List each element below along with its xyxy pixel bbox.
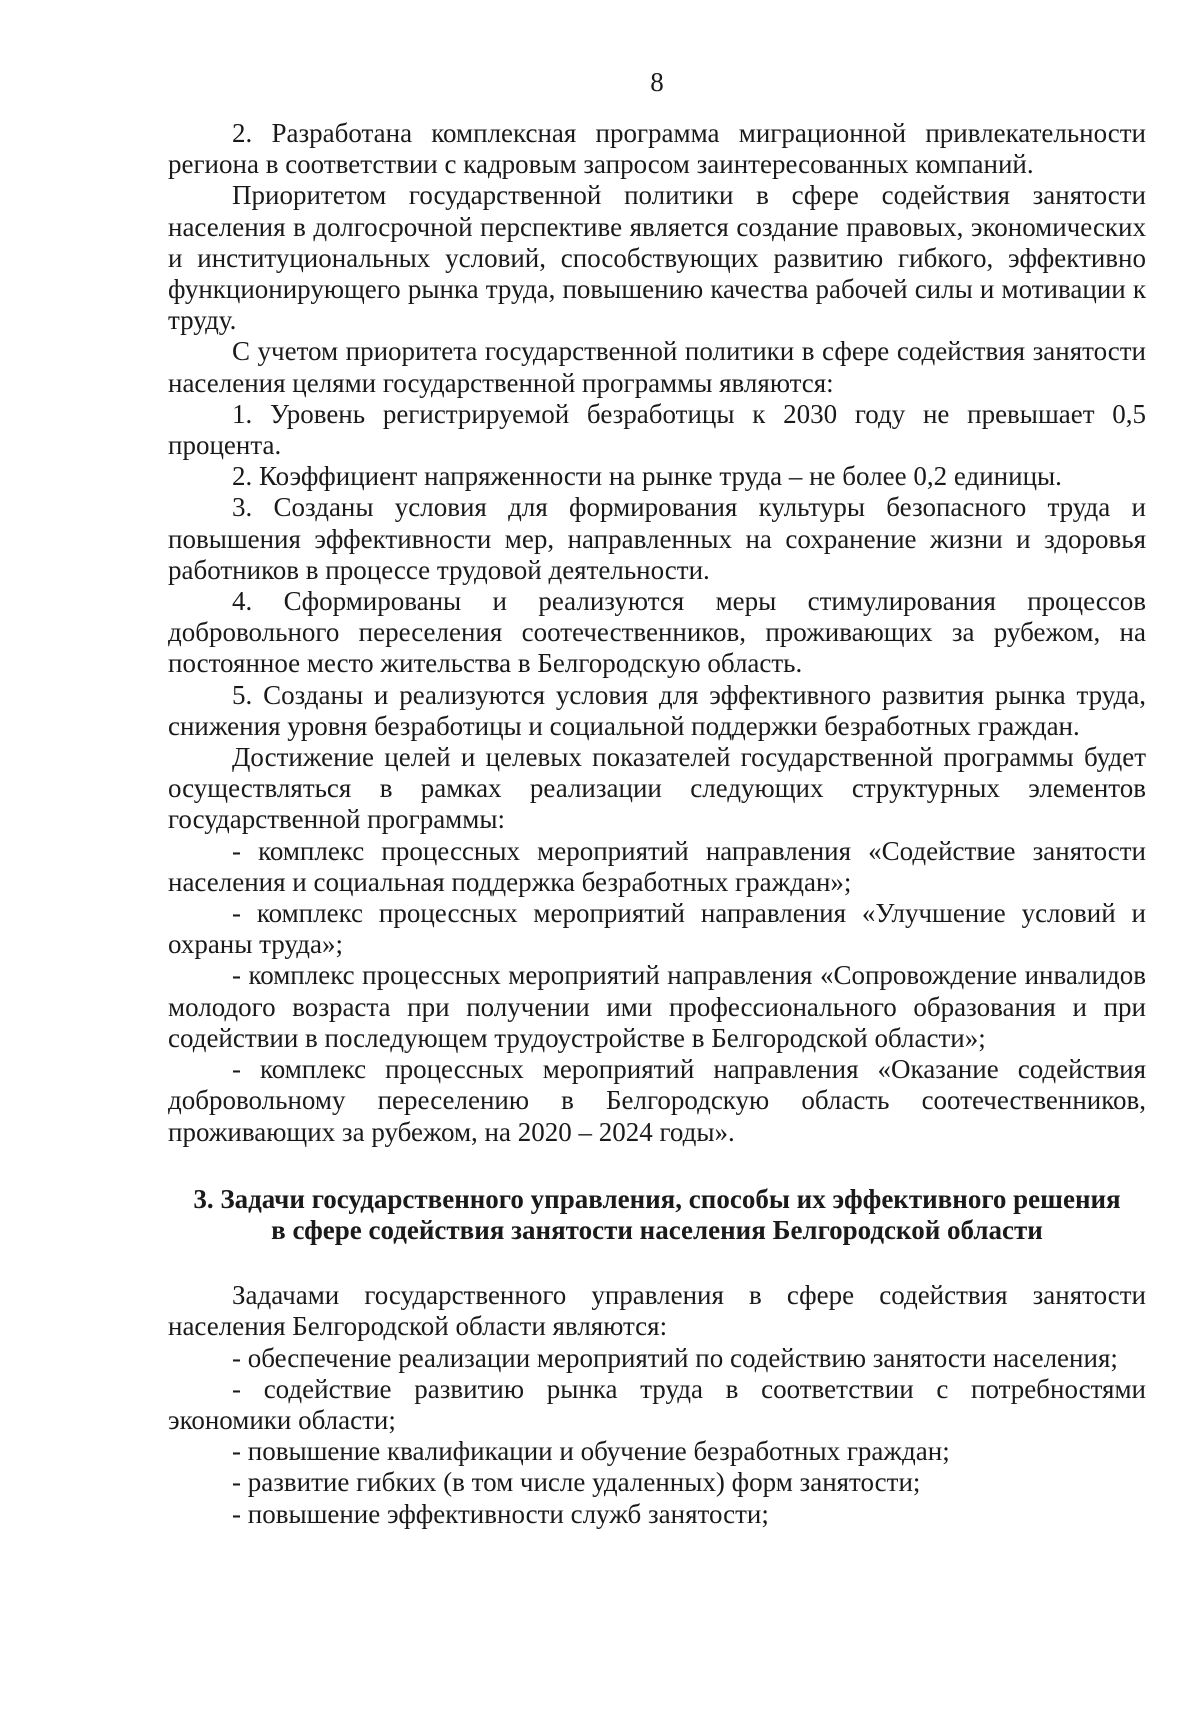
goal-item: 5. Созданы и реализуются условия для эффективного развития рынка труда, снижения уровня безработицы и социальной поддержки безработных граждан. bbox=[168, 679, 1146, 741]
paragraph: Задачами государственного управления в сфере содействия занятости населения Белгородской области являются: bbox=[168, 1280, 1146, 1342]
list-item: - содействие развитию рынка труда в соответствии с потребностями экономики области; bbox=[168, 1373, 1146, 1435]
body-text-bottom bbox=[168, 1280, 1146, 1530]
list-item: - комплекс процессных мероприятий направления «Содействие занятости населения и социальная поддержка безработных граждан»; bbox=[168, 835, 1146, 897]
goal-item: 1. Уровень регистрируемой безработицы к 2030 году не превышает 0,5 процента. bbox=[168, 398, 1146, 461]
list-item: - повышение эффективности служб занятости; bbox=[232, 1498, 769, 1529]
list-item: - комплекс процессных мероприятий направления «Улучшение условий и охраны труда»; bbox=[168, 898, 1146, 960]
paragraph: Приоритетом государственной политики в сфере содействия занятости населения в долгосрочной перспективе является создание правовых, экономических и институциональных условий, способствующих развитию гибкого, эффективно функционирующего рынка труда, повышению качества рабочей силы и мотивации к труду. bbox=[168, 180, 1146, 336]
list-item: - комплекс процессных мероприятий направления «Сопровождение инвалидов молодого возраста при получении ими профессионального образования и при содействии в последующем трудоустройстве в Белгородской области»; bbox=[168, 960, 1146, 1053]
document-page bbox=[168, 62, 1146, 1530]
list-item: - развитие гибких (в том числе удаленных) форм занятости; bbox=[232, 1467, 921, 1498]
list-item: - повышение квалификации и обучение безработных граждан; bbox=[232, 1436, 950, 1467]
paragraph: Достижение целей и целевых показателей государственной программы будет осуществляться в рамках реализации следующих структурных элементов государственной программы: bbox=[168, 742, 1146, 835]
list-item: - комплекс процессных мероприятий направления «Оказание содействия добровольному переселению в Белгородскую область соотечественников, проживающих за рубежом, на 2020 – 2024 годы». bbox=[168, 1054, 1146, 1147]
section-heading-line-2: в сфере содействия занятости населения Белгородской области bbox=[271, 1214, 1043, 1245]
page-number: 8 bbox=[650, 67, 664, 97]
goal-item: 3. Созданы условия для формирования культуры безопасного труда и повышения эффективности мер, направленных на сохранение жизни и здоровья работников в процессе трудовой деятельности. bbox=[168, 492, 1146, 585]
goal-item: 4. Сформированы и реализуются меры стимулирования процессов добровольного переселения соотечественников, проживающих за рубежом, на постоянное место жительства в Белгородскую область. bbox=[168, 586, 1146, 679]
list-item: - обеспечение реализации мероприятий по содействию занятости населения; bbox=[232, 1342, 1118, 1373]
section-heading bbox=[168, 1184, 1146, 1246]
paragraph: С учетом приоритета государственной политики в сфере содействия занятости населения целями государственной программы являются: bbox=[168, 336, 1146, 398]
paragraph: 2. Разработана комплексная программа миграционной привлекательности региона в соответствии с кадровым запросом заинтересованных компаний. bbox=[168, 118, 1146, 180]
body-text-top bbox=[168, 118, 1146, 1148]
goal-item: 2. Коэффициент напряженности на рынке труда – не более 0,2 единицы. bbox=[232, 461, 1062, 492]
section-heading-line-1: 3. Задачи государственного управления, способы их эффективного решения bbox=[193, 1183, 1121, 1214]
